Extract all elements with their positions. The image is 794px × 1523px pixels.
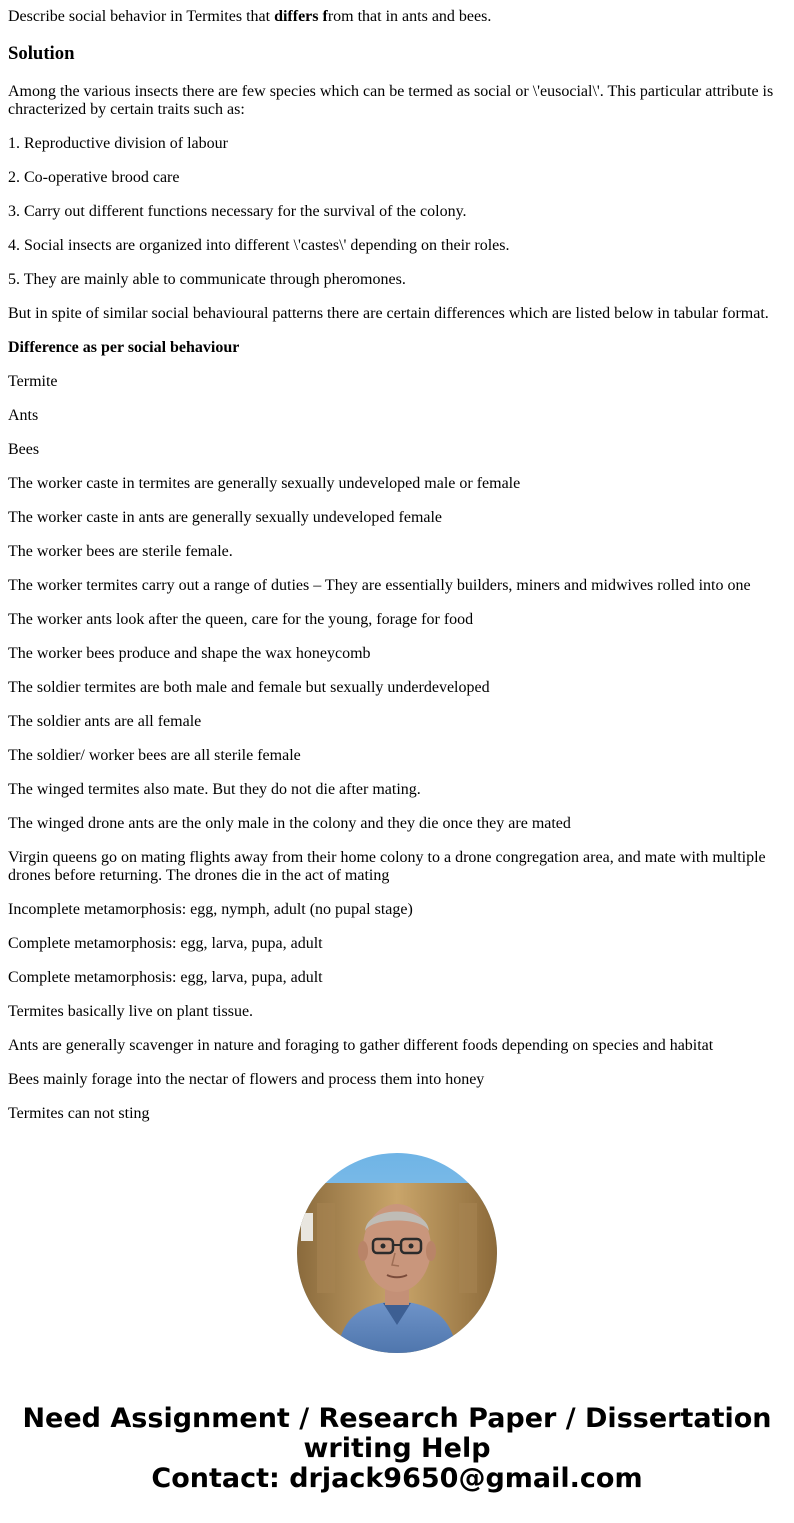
trait-item: 3. Carry out different functions necessary for the survival of the colony. <box>8 203 467 220</box>
trait-item: 1. Reproductive division of labour <box>8 135 228 152</box>
table-cell: The winged drone ants are the only male in the colony and they die once they are mated <box>8 815 571 832</box>
footer-line: writing Help <box>303 1433 491 1464</box>
footer-contact[interactable]: Contact: drjack9650@gmail.com <box>151 1463 643 1494</box>
question-prefix: Describe social behavior in Termites that <box>8 8 275 25</box>
table-cell: The soldier termites are both male and female but sexually underdeveloped <box>8 679 490 696</box>
column-header-termite: Termite <box>8 373 58 390</box>
avatar <box>297 1153 497 1353</box>
trait-item: 2. Co-operative brood care <box>8 169 180 186</box>
table-cell: Bees mainly forage into the nectar of flowers and process them into honey <box>8 1071 485 1088</box>
table-cell: Complete metamorphosis: egg, larva, pupa, adult <box>8 969 323 986</box>
trait-item: 5. They are mainly able to communicate through pheromones. <box>8 271 406 288</box>
table-cell: Incomplete metamorphosis: egg, nymph, adult (no pupal stage) <box>8 901 413 918</box>
table-cell: Virgin queens go on mating flights away from their home colony to a drone congregation area, and mate with multiple drones before returning. The drones die in the act of mating <box>8 849 766 884</box>
table-cell: The worker ants look after the queen, care for the young, forage for food <box>8 611 474 628</box>
question-text <box>8 8 786 26</box>
table-cell: The worker bees produce and shape the wax honeycomb <box>8 645 371 662</box>
table-cell: The soldier/ worker bees are all sterile female <box>8 747 301 764</box>
contact-footer <box>0 1404 794 1494</box>
table-cell: Ants are generally scavenger in nature and foraging to gather different foods depending on species and habitat <box>8 1037 714 1054</box>
column-header-bees: Bees <box>8 441 40 458</box>
solution-heading: Solution <box>8 43 75 64</box>
question-bold: differs f <box>274 8 328 25</box>
table-cell: The soldier ants are all female <box>8 713 202 730</box>
table-cell: The worker caste in termites are generally sexually undeveloped male or female <box>8 475 521 492</box>
table-cell: Termites basically live on plant tissue. <box>8 1003 254 1020</box>
document-content <box>8 0 786 1122</box>
table-cell: Complete metamorphosis: egg, larva, pupa, adult <box>8 935 323 952</box>
question-suffix: rom that in ants and bees. <box>327 8 492 25</box>
table-cell: The worker bees are sterile female. <box>8 543 233 560</box>
author-portrait <box>297 1153 497 1353</box>
table-cell: Termites can not sting <box>8 1105 150 1122</box>
table-cell: The winged termites also mate. But they do not die after mating. <box>8 781 421 798</box>
transition-paragraph: But in spite of similar social behavioural patterns there are certain differences which are listed below in tabular format. <box>8 305 769 322</box>
footer-line: Need Assignment / Research Paper / Dissertation <box>22 1403 772 1434</box>
table-cell: The worker caste in ants are generally sexually undeveloped female <box>8 509 443 526</box>
trait-item: 4. Social insects are organized into different \'castes\' depending on their roles. <box>8 237 510 254</box>
column-header-ants: Ants <box>8 407 39 424</box>
table-cell: The worker termites carry out a range of duties – They are essentially builders, miners and midwives rolled into one <box>8 577 751 594</box>
intro-paragraph: Among the various insects there are few species which can be termed as social or \'eusocial\'. This particular attribute is chracterized by certain traits such as: <box>8 83 774 118</box>
table-heading: Difference as per social behaviour <box>8 339 240 356</box>
